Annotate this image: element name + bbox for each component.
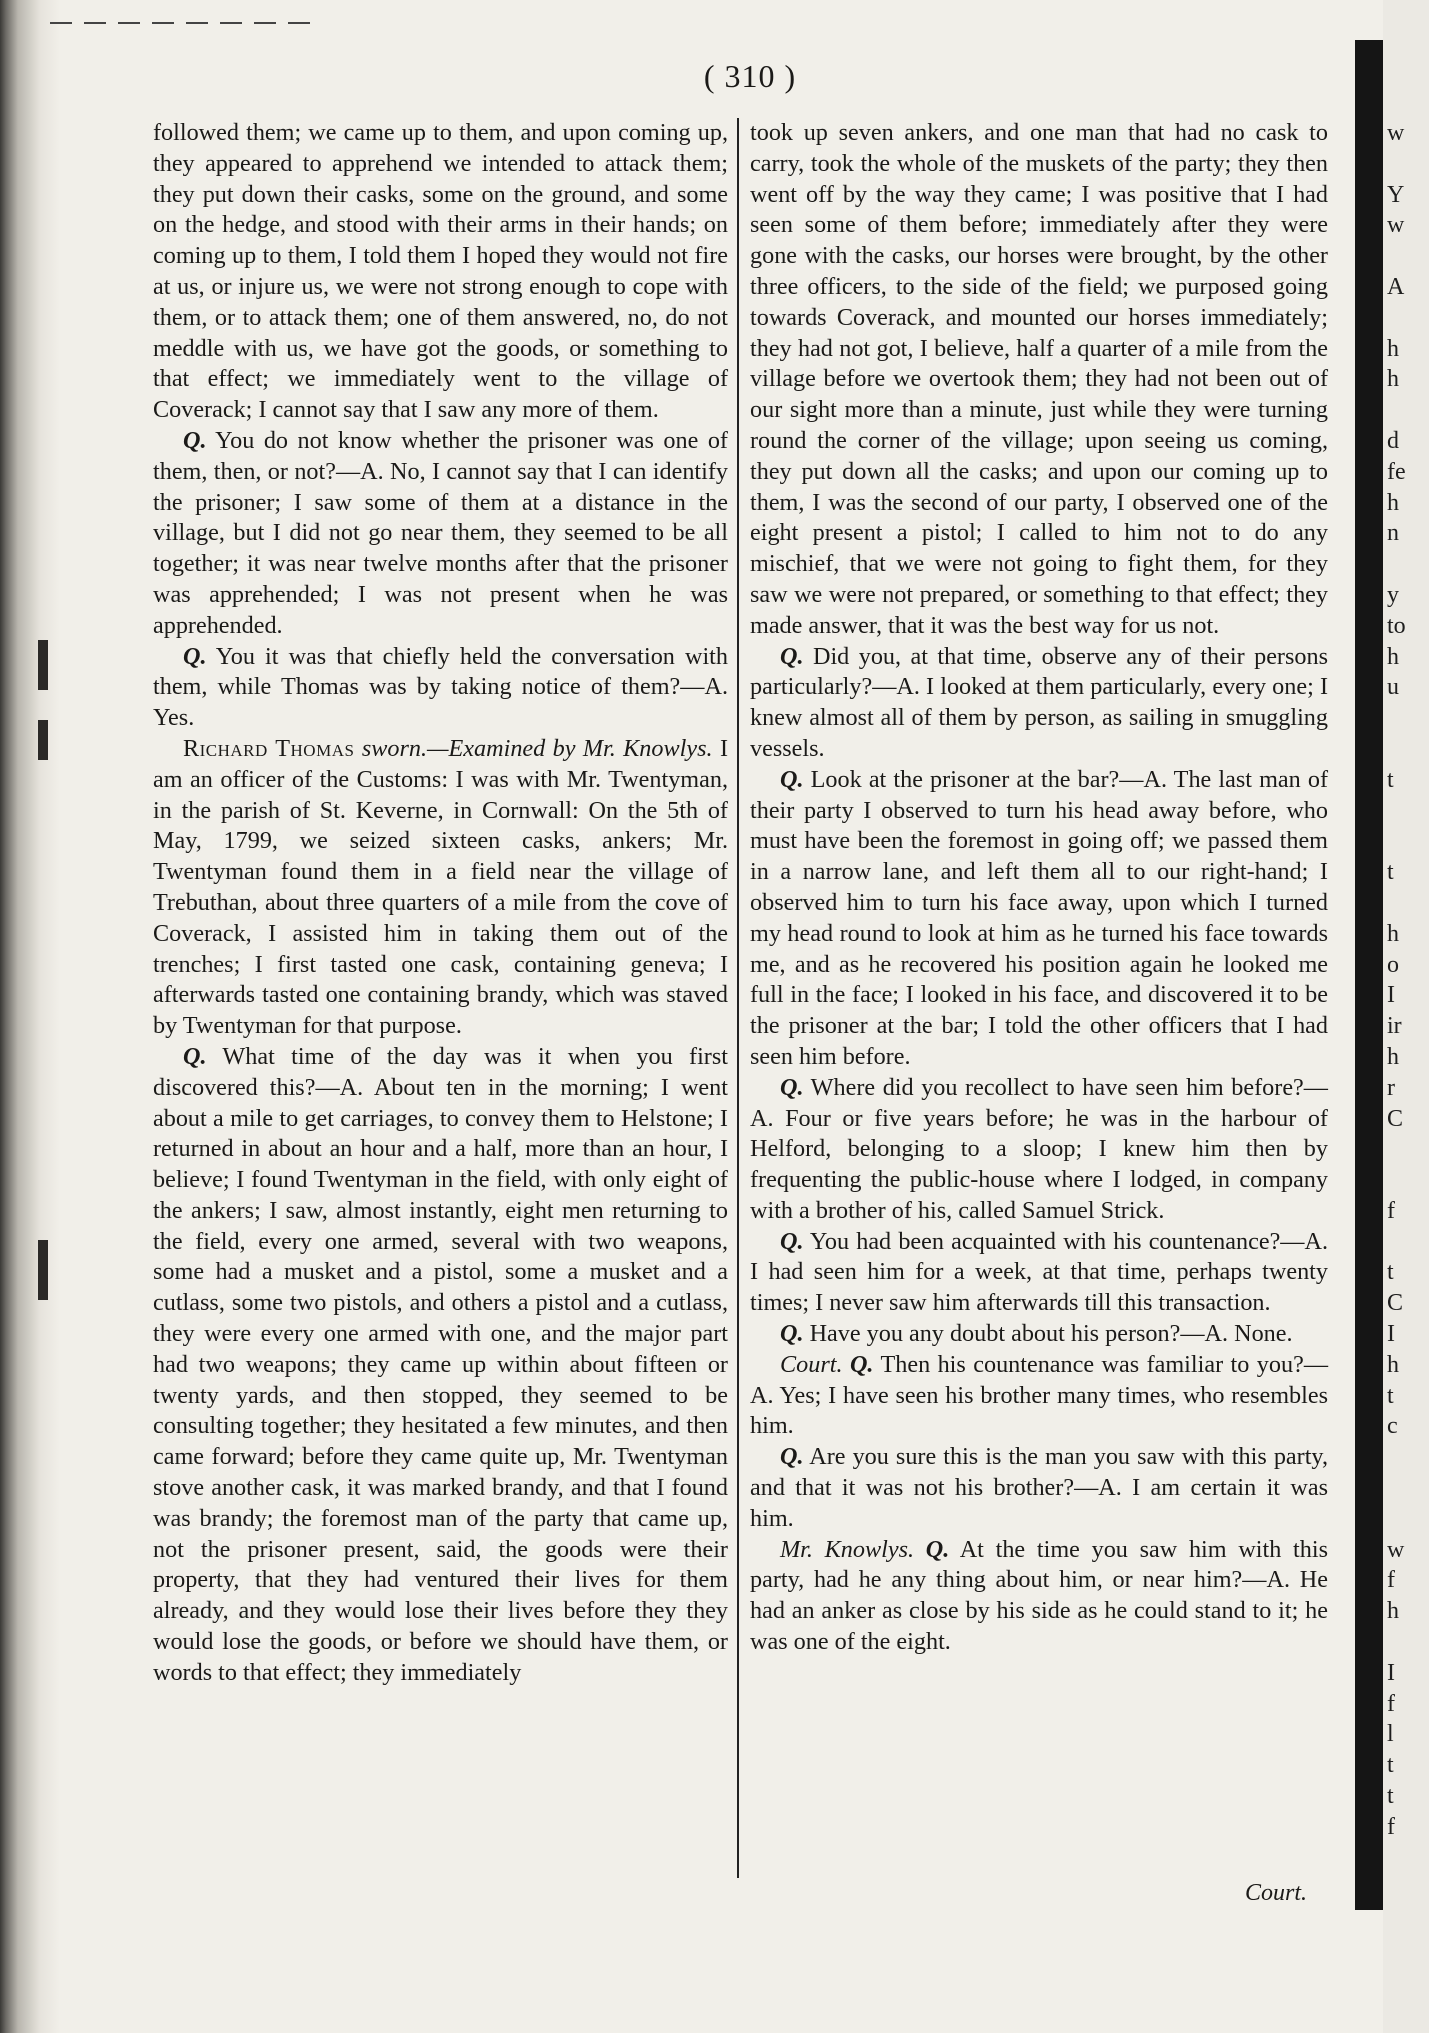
witness-name: Richard Thomas — [183, 734, 355, 762]
question-marker: Q. — [925, 1535, 950, 1563]
paragraph-text: Are you sure this is the man you saw with this party, and that it was not his brother?—A. I am certain it was him. — [750, 1443, 1328, 1532]
right-column — [750, 118, 1328, 1658]
facing-page-fragment — [1387, 1165, 1427, 1196]
facing-page-fragment: f — [1387, 1813, 1395, 1840]
facing-page-fragment — [1387, 1627, 1427, 1658]
facing-page-fragment: n — [1387, 520, 1399, 547]
facing-page-fragment: I — [1387, 1321, 1395, 1348]
facing-page-fragment: w — [1387, 1536, 1405, 1563]
paragraph — [750, 1350, 1328, 1442]
facing-page-fragment: t — [1387, 1783, 1394, 1810]
facing-page-fragment: d — [1387, 427, 1399, 454]
question-marker: Q. — [780, 642, 804, 670]
facing-page-fragment: c — [1387, 1413, 1398, 1440]
paragraph — [750, 1227, 1328, 1319]
question-marker: Q. — [780, 1320, 804, 1348]
facing-page-fragment: u — [1387, 674, 1399, 701]
question-marker: Q. — [183, 426, 207, 454]
facing-page-fragment: C — [1387, 1290, 1404, 1317]
facing-page-fragment — [1387, 549, 1427, 580]
paragraph — [750, 118, 1328, 642]
facing-page-fragment: w — [1387, 212, 1405, 239]
paragraph-text: I am an officer of the Customs: I was with Mr. Twentyman, in the parish of St. Keverne, in Cornwall: On the 5th of May, 1799, we seized sixteen casks, ankers; Mr. Twentyman found them in a field near the village of Trebuthan, about three quarters of a mile from the cove of Coverack, I assisted him in taking them out of the trenches; I first tasted one cask, containing geneva; I afterwards tasted one containing brandy, which was staved by Twentyman for that purpose. — [153, 734, 728, 1040]
speaker-label: Mr. Knowlys. — [780, 1535, 915, 1563]
facing-page-fragment — [1387, 796, 1427, 827]
paragraph-text: Where did you recollect to have seen him before?—A. Four or five years before; he was in the harbour of Helford, belonging to a sloop; I knew him then by frequenting the public-house where I lodged, in company with a brother of his, called Samuel Strick. — [750, 1073, 1328, 1224]
facing-page-fragment: fe — [1387, 458, 1406, 485]
paragraph — [153, 642, 728, 734]
facing-page-fragment — [1387, 1134, 1427, 1165]
paragraph — [750, 1073, 1328, 1227]
paragraph — [153, 734, 728, 1042]
facing-page-fragment: t — [1387, 1752, 1394, 1779]
facing-page-fragment: h — [1387, 1043, 1399, 1070]
facing-page-fragment: h — [1387, 1598, 1399, 1625]
facing-page-fragment — [1387, 1442, 1427, 1473]
facing-page-fragment — [1387, 1227, 1427, 1258]
paragraph — [750, 1319, 1328, 1350]
question-marker: Q. — [780, 765, 804, 793]
paragraph-text: You it was that chiefly held the conversation with them, while Thomas was by taking notice of them?—A. Yes. — [153, 642, 728, 732]
paragraph — [153, 426, 728, 642]
paragraph — [750, 1535, 1328, 1658]
page-binding-shadow — [0, 0, 60, 2033]
question-marker: Q. — [780, 1073, 804, 1101]
facing-page-fragment: t — [1387, 1382, 1394, 1409]
paragraph-text: Have you any doubt about his person?—A. None. — [809, 1320, 1293, 1348]
facing-page-fragment — [1387, 703, 1427, 734]
facing-page-fragment — [1387, 826, 1427, 857]
facing-page-fragment — [1387, 395, 1427, 426]
facing-page-fragment — [1387, 241, 1427, 272]
left-column — [153, 118, 728, 1689]
page-number: ( 310 ) — [703, 58, 797, 94]
facing-page-fragment: f — [1387, 1567, 1395, 1594]
facing-page-fragment: A — [1387, 273, 1405, 300]
paragraph-text: took up seven ankers, and one man that had no cask to carry, took the whole of the muskets of the party; they then went off by the way they came; I was positive that I had seen some of them before; immediately after they were gone with the casks, our horses were brought, by the other three officers, to the side of the field; we purposed going towards Coverack, and mounted our horses immediately; they had not got, I believe, half a quarter of a mile from the village before we overtook them; they had not been out of our sight more than a minute, just while they were turning round the corner of the village; upon seeing us coming, they put down all the casks; and upon our coming up to them, I was the second of our party, I observed one of the eight present a pistol; I called to him not to do any mischief, that we were not going to fight them, for they saw we were not prepared, or something to that effect; they made answer, that it was the best way for us not. — [750, 119, 1328, 639]
facing-page-fragment: t — [1387, 766, 1394, 793]
paragraph — [153, 1042, 728, 1689]
facing-page-fragment — [1387, 1504, 1427, 1535]
question-marker: Q. — [849, 1350, 874, 1378]
facing-page-fragment: l — [1387, 1721, 1394, 1748]
paragraph-text: At the time you saw him with this party, had he any thing about him, or near him?—A. He had an anker as close by his side as he could stand to it; he was one of the eight. — [750, 1535, 1329, 1656]
facing-page-fragment — [1387, 888, 1427, 919]
question-marker: Q. — [183, 642, 207, 670]
question-marker: Q. — [183, 1042, 207, 1070]
paragraph-text: followed them; we came up to them, and upon coming up, they appeared to apprehend we intended to attack them; they put down their casks, some on the ground, and some on the hedge, and stood with their arms in their hands; on coming up to them, I told them I hoped they would not fire at us, or injure us, we were not strong enough to cope with them, or to attack them; one of them answered, no, do not meddle with us, we have got the goods, or something to that effect; we immediately went to the village of Coverack; I cannot say that I saw any more of them. — [153, 119, 728, 424]
facing-page-fragment: r — [1387, 1074, 1395, 1101]
facing-page-fragment: h — [1387, 920, 1399, 947]
paragraph — [750, 1442, 1328, 1534]
witness-sworn: sworn.—Examined by Mr. Knowlys. — [361, 734, 713, 762]
question-marker: Q. — [780, 1443, 804, 1471]
facing-page-fragment: f — [1387, 1197, 1395, 1224]
paragraph — [750, 642, 1328, 765]
facing-page-fragment: I — [1387, 982, 1395, 1009]
facing-page-fragment: to — [1387, 612, 1406, 639]
top-dashed-rule — [50, 22, 310, 24]
facing-page-fragment — [1387, 734, 1427, 765]
facing-page-fragment: y — [1387, 581, 1399, 608]
facing-page-fragment: t — [1387, 859, 1394, 886]
facing-page-fragment: ir — [1387, 1013, 1402, 1040]
facing-page-fragment — [1387, 303, 1427, 334]
facing-page-fragment: h — [1387, 643, 1399, 670]
facing-page-fragment: Y — [1387, 181, 1405, 208]
facing-page-fragment: h — [1387, 489, 1399, 516]
facing-page-fragment: f — [1387, 1690, 1395, 1717]
facing-page-fragments — [1387, 118, 1427, 1843]
question-marker: Q. — [780, 1227, 804, 1255]
catchword: Court. — [1245, 1880, 1308, 1906]
paragraph-text: Look at the prisoner at the bar?—A. The last man of their party I observed to turn his head away before, who must have been the foremost in going off; we passed them in a narrow lane, and left them all to our right-hand; I observed him to turn his face away, upon which I turned my head round to look at him as he turned his face towards me, and as he recovered his position again he looked me full in the face; I looked in his face, and discovered it to be the prisoner at the bar; I told the other officers that I had seen him before. — [750, 765, 1328, 1070]
facing-page-fragment — [1387, 149, 1427, 180]
facing-page-fragment: C — [1387, 1105, 1404, 1132]
facing-page-fragment: h — [1387, 366, 1399, 393]
paragraph-text: Then his countenance was familiar to you?—A. Yes; I have seen his brother many times, who resembles him. — [750, 1350, 1329, 1440]
paragraph-text: You had been acquainted with his countenance?—A. I had seen him for a week, at that time, perhaps twenty times; I never saw him afterwards till this transaction. — [750, 1227, 1329, 1317]
speaker-label: Court. — [780, 1350, 843, 1378]
paragraph — [153, 118, 728, 426]
facing-page-fragment: o — [1387, 951, 1399, 978]
paragraph-text: Did you, at that time, observe any of their persons particularly?—A. I looked at them particularly, every one; I knew almost all of them by person, as sailing in smuggling vessels. — [750, 642, 1329, 762]
facing-page-fragment: w — [1387, 120, 1405, 146]
facing-page-fragment: I — [1387, 1659, 1395, 1686]
paragraph-text: What time of the day was it when you first discovered this?—A. About ten in the morning; I went about a mile to get carriages, to convey them to Helstone; I returned in about an hour and a half, more than an hour, I believe; I found Twentyman in the field, with only eight of the ankers; I saw, almost instantly, eight men returning to the field, every one armed, several with two weapons, some had a musket and a pistol, some a musket and a cutlass, some two pistols, and others a pistol and a cutlass, they were every one armed with one, and the major part had two weapons; they came up within about fifteen or twenty yards, and then stopped, they seemed to be consulting together; they hesitated a few minutes, and then came forward; before they came quite up, Mr. Twentyman stove another cask, it was marked brandy, and that I found was brandy; the foremost man of the party that came up, not the prisoner present, said, the goods were their property, that they had ventured their lives for them already, and they would lose their lives before they they would lose the goods, or before we should have them, or words to that effect; they immediately — [153, 1042, 728, 1686]
facing-page-fragment: h — [1387, 1351, 1399, 1378]
paragraph — [750, 765, 1328, 1073]
column-divider — [737, 118, 739, 1878]
paragraph-text: You do not know whether the prisoner was one of them, then, or not?—A. No, I cannot say that I can identify the prisoner; I saw some of them at a distance in the village, but I did not go near them, they seemed to be all together; it was near twelve months after that the prisoner was apprehended; I was not present when he was apprehended. — [153, 426, 728, 639]
page-gutter-shadow — [1355, 40, 1383, 1910]
facing-page-fragment: t — [1387, 1259, 1394, 1286]
facing-page-fragment — [1387, 1473, 1427, 1504]
facing-page-fragment: h — [1387, 335, 1399, 362]
